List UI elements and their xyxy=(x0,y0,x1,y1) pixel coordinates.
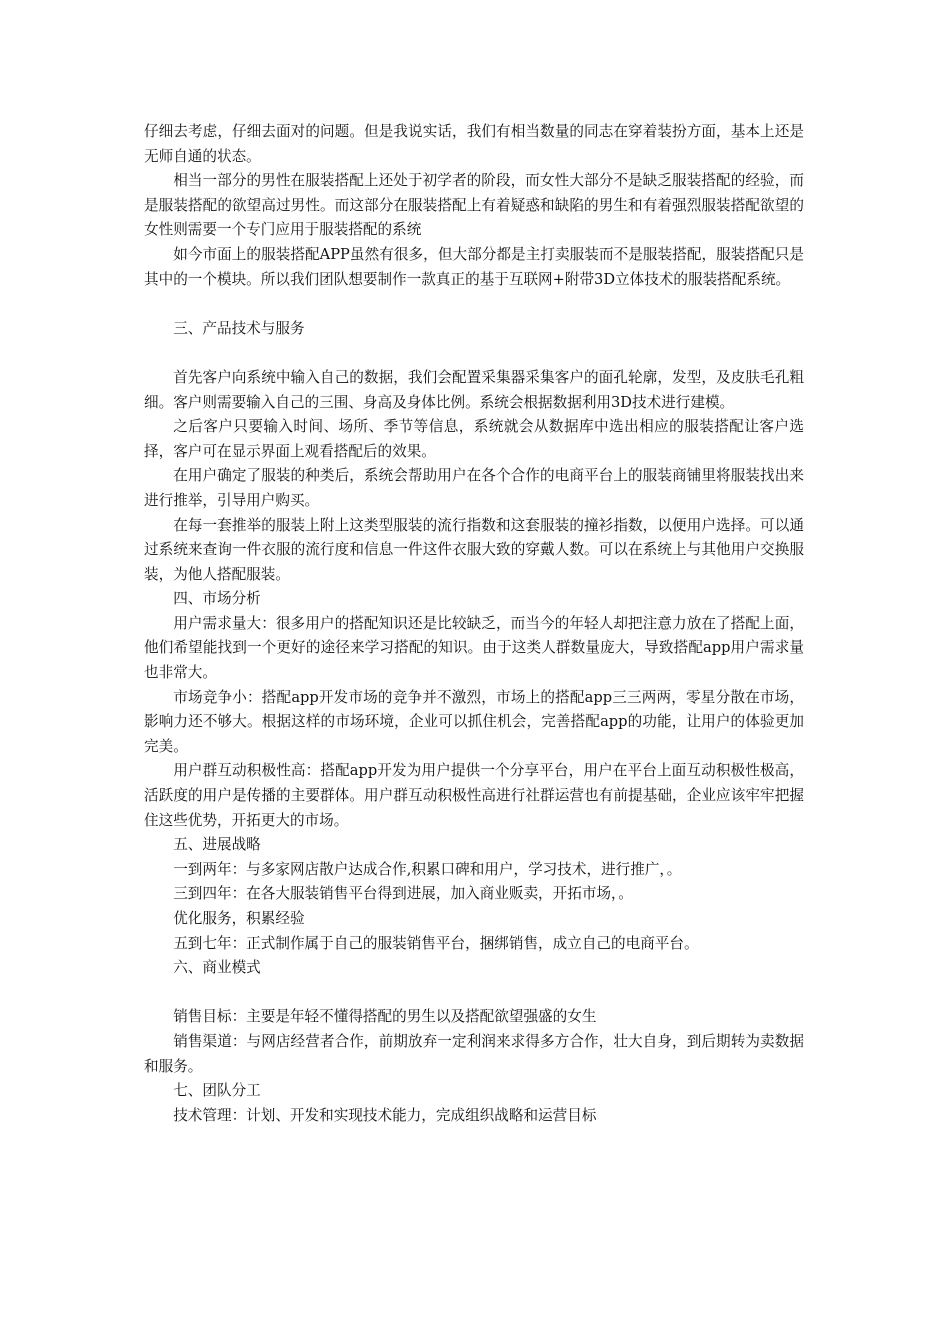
paragraph-data-input: 首先客户向系统中输入自己的数据，我们会配置采集器采集客户的面孔轮廓，发型，及皮肤毛孔粗细。客户则需要输入自己的三围、身高及身体比例。系统会根据数据利用3D技术进行建模。 xyxy=(144,368,804,411)
paragraph-popularity-index: 在每一套推举的服装上附上这类型服装的流行指数和这套服装的撞衫指数，以便用户选择。可以通过系统来查询一件衣服的流行度和信息一件这件衣服大致的穿戴人数。可以在系统上与其他用户交换服装，为他人搭配服装。 xyxy=(144,516,804,583)
section-heading-5: 五、进展战略 xyxy=(173,836,261,854)
paragraph-demand: 用户需求量大：很多用户的搭配知识还是比较缺乏，而当今的年轻人却把注意力放在了搭配上面，他们希望能找到一个更好的途径来学习搭配的知识。由于这类人群数量庞大，导致搭配app用户需求量也非常大。 xyxy=(144,614,804,682)
paragraph-target-users: 相当一部分的男性在服装搭配上还处于初学者的阶段，而女性大部分不是缺乏服装搭配的经验，而是服装搭配的欲望高过男性。而这部分在服装搭配上有着疑惑和缺陷的男生和有着强烈服装搭配欲望的女性则需要一个专门应用于服装搭配的系统 xyxy=(144,172,804,239)
paragraph-sales-target: 销售目标：主要是年轻不懂得搭配的男生以及搭配欲望强盛的女生 xyxy=(173,1008,597,1026)
section-heading-3: 三、产品技术与服务 xyxy=(173,319,305,337)
paragraph-market-apps: 如今市面上的服装搭配APP虽然有很多，但大部分都是主打卖服装而不是服装搭配，服装搭配只是其中的一个模块。所以我们团队想要制作一款真正的基于互联网+附带3D立体技术的服装搭配系统。 xyxy=(144,245,804,288)
paragraph-intro-continued: 仔细去考虑，仔细去面对的问题。但是我说实话，我们有相当数量的同志在穿着装扮方面，基本上还是无师自通的状态。 xyxy=(144,123,804,165)
paragraph-engagement: 用户群互动积极性高：搭配app开发为用户提供一个分享平台，用户在平台上面互动积极性极高，活跃度的用户是传播的主要群体。用户群互动积极性高进行社群运营也有前提基础，企业应该牢牢把握住这些优势，开拓更大的市场。 xyxy=(144,762,804,829)
blank-line xyxy=(144,292,804,317)
blank-line xyxy=(144,341,804,366)
section-heading-6: 六、商业模式 xyxy=(173,959,261,977)
paragraph-sales-channel: 销售渠道：与网店经营者合作，前期放弃一定利润来求得多方合作，壮大自身，到后期转为卖数据和服务。 xyxy=(144,1032,804,1075)
paragraph-years-3-4: 三到四年：在各大服装销售平台得到进展，加入商业贩卖，开拓市场，。 xyxy=(173,885,633,903)
blank-line xyxy=(144,981,804,1006)
document-page xyxy=(144,120,804,1128)
paragraph-optimize: 优化服务，积累经验 xyxy=(173,910,305,927)
paragraph-years-1-2: 一到两年：与多家网店散户达成合作,积累口碑和用户，学习技术，进行推广，。 xyxy=(173,860,682,878)
paragraph-shop-recommend: 在用户确定了服装的种类后，系统会帮助用户在各个合作的电商平台上的服装商铺里将服装找出来进行推举，引导用户购买。 xyxy=(144,467,804,509)
section-heading-7: 七、团队分工 xyxy=(173,1082,261,1100)
paragraph-tech-management: 技术管理：计划、开发和实现技术能力，完成组织战略和运营目标 xyxy=(173,1106,597,1124)
paragraph-years-5-7: 五到七年：正式制作属于自己的服装销售平台，捆绑销售，成立自己的电商平台。 xyxy=(173,934,699,952)
paragraph-outfit-selection: 之后客户只要输入时间、场所、季节等信息，系统就会从数据库中选出相应的服装搭配让客户选择，客户可在显示界面上观看搭配后的效果。 xyxy=(144,418,804,460)
section-heading-4: 四、市场分析 xyxy=(173,590,261,608)
paragraph-competition: 市场竞争小：搭配app开发市场的竞争并不激烈，市场上的搭配app三三两两，零星分散在市场，影响力还不够大。根据这样的市场环境，企业可以抓住机会，完善搭配app的功能，让用户的体验更加完美。 xyxy=(144,688,804,755)
